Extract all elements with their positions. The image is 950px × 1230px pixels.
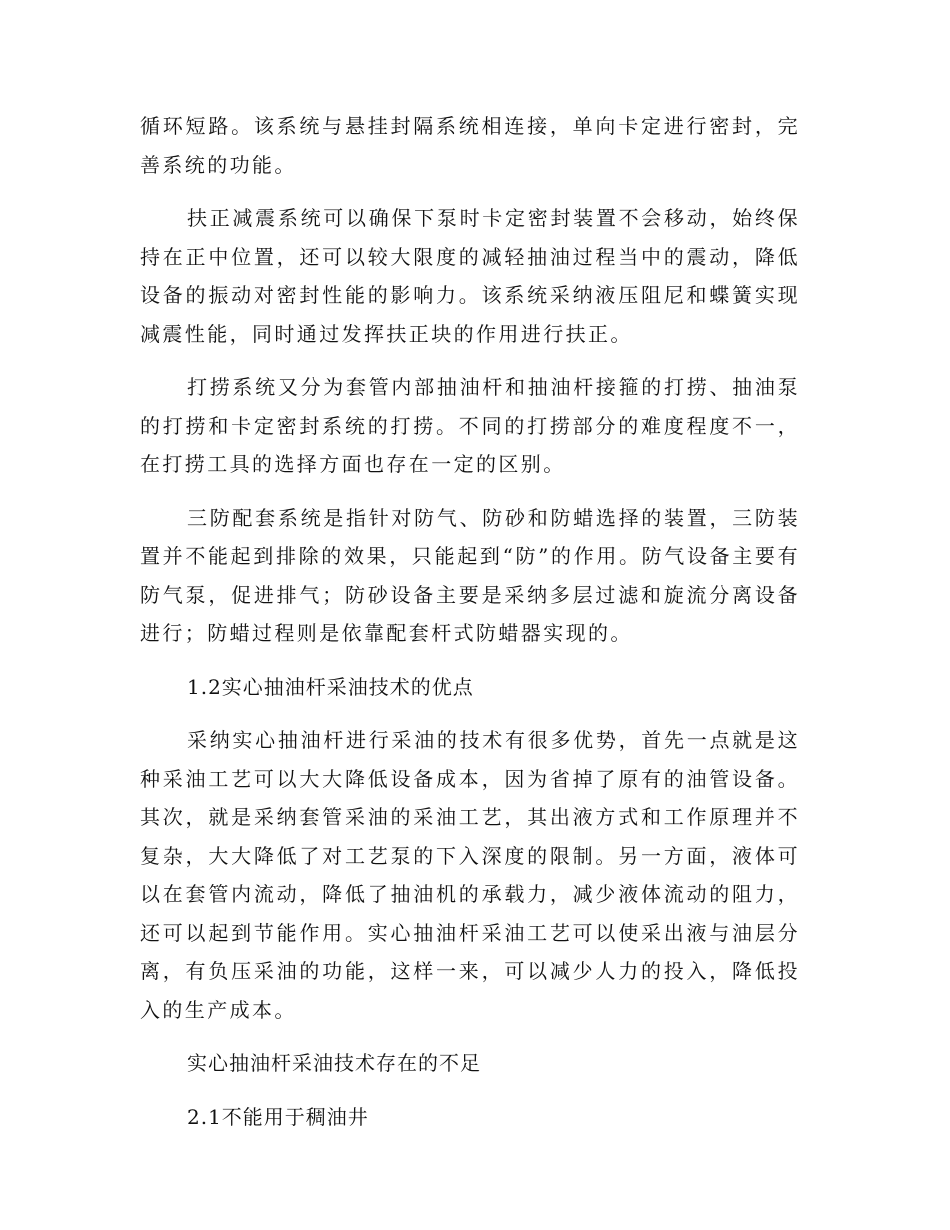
section-heading-1-2: 1.2实心抽油杆采油技术的优点	[187, 674, 474, 699]
section-heading-2-1: 2.1不能用于稠油井	[187, 1104, 369, 1129]
paragraph-shock-absorption: 扶正减震系统可以确保下泵时卡定密封装置不会移动，始终保持在正中位置，还可以较大限度的减轻抽油过程当中的震动，降低设备的振动对密封性能的影响力。该系统采纳液压阻尼和蝶簧实现减震性能，同时通过发挥扶正块的作用进行扶正。	[140, 206, 800, 346]
document-body	[140, 107, 800, 1151]
section-heading-2: 实心抽油杆采油技术存在的不足	[187, 1051, 481, 1075]
paragraph-system-function: 循环短路。该系统与悬挂封隔系统相连接，单向卡定进行密封，完善系统的功能。	[140, 114, 800, 177]
paragraph-advantages: 采纳实心抽油杆进行采油的技术有很多优势，首先一点就是这种采油工艺可以大大降低设备成本，因为省掉了原有的油管设备。其次，就是采纳套管采油的采油工艺，其出液方式和工作原理并不复杂，大大降低了对工艺泵的下入深度的限制。另一方面，液体可以在套管内流动，降低了抽油机的承载力，减少液体流动的阻力，还可以起到节能作用。实心抽油杆采油工艺可以使采出液与油层分离，有负压采油的功能，这样一来，可以减少人力的投入，降低投入的生产成本。	[140, 728, 800, 1022]
paragraph-fishing-system: 打捞系统又分为套管内部抽油杆和抽油杆接箍的打捞、抽油泵的打捞和卡定密封系统的打捞。不同的打捞部分的难度程度不一，在打捞工具的选择方面也存在一定的区别。	[140, 375, 800, 476]
paragraph-three-prevention: 三防配套系统是指针对防气、防砂和防蜡选择的装置，三防装置并不能起到排除的效果，只能起到“防”的作用。防气设备主要有防气泵，促进排气；防砂设备主要是采纳多层过滤和旋流分离设备进行；防蜡过程则是依靠配套杆式防蜡器实现的。	[140, 505, 800, 645]
